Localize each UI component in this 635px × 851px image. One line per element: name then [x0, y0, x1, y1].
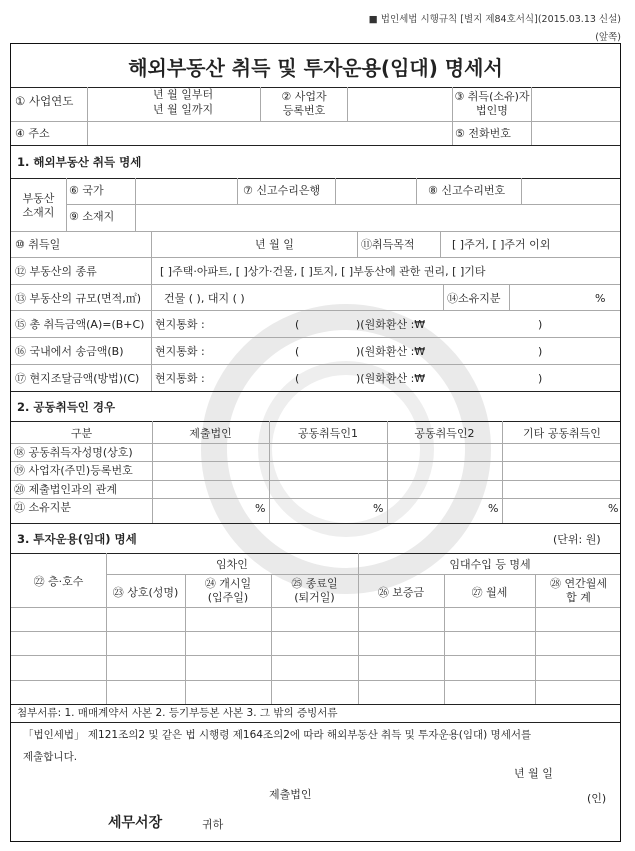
joint-row-label: ⑳ 제출법인과의 관계	[14, 483, 118, 496]
local-currency-label: 현지통화 :	[155, 318, 205, 331]
purpose-label: ⑪취득목적	[361, 238, 415, 251]
joint-row-label: ㉑ 소유지분	[14, 501, 72, 514]
floor-unit-header: ㉒ 층·호수	[33, 575, 84, 588]
joint-share-pct: %	[488, 502, 499, 515]
rental-income-header: 임대수입 등 명세	[449, 558, 531, 571]
joint-col-header: 기타 공동취득인	[523, 427, 601, 440]
page-side-label: (앞쪽)	[595, 32, 621, 43]
declaration-date[interactable]: 년 월 일	[514, 767, 553, 780]
lessee-name-header: ㉓ 상호(성명)	[112, 586, 179, 599]
seal-mark: (인)	[587, 792, 607, 805]
won-amount-label[interactable]: )(원화환산 :₩	[356, 318, 426, 331]
joint-row-label: ⑱ 공동취득자성명(상호)	[14, 446, 133, 459]
corp-name-label: ③ 취득(소유)자 법인명	[454, 90, 530, 117]
local-currency-label: 현지통화 :	[155, 345, 205, 358]
report-no-label: ⑧ 신고수리번호	[428, 184, 506, 197]
end-date-header: ㉕ 종료일 (퇴거일)	[291, 577, 338, 604]
kind-label: ⑫ 부동산의 종류	[15, 265, 97, 278]
declaration-text: 「법인세법」 제121조의2 및 같은 법 시행령 제164조의2에 따라 해외부동산 취득 및 투자운용(임대) 명세서를	[23, 729, 532, 741]
location-label: ⑨ 소재지	[69, 210, 115, 223]
declaration-text-2: 제출합니다.	[23, 751, 78, 763]
acq-date-label: ⑩ 취득일	[15, 238, 61, 251]
local-currency-label: 현지통화 :	[155, 372, 205, 385]
joint-col-header: 제출법인	[189, 427, 232, 440]
biz-reg-label: ② 사업자 등록번호	[281, 90, 327, 117]
unit-label: (단위: 원)	[553, 533, 601, 546]
joint-col-header: 공동취득인2	[414, 427, 475, 440]
share-label: ⑭소유지분	[447, 292, 501, 305]
purpose-options[interactable]: [ ]주거, [ ]주거 이외	[452, 238, 551, 251]
year-from[interactable]: 년 월 일부터	[153, 88, 214, 101]
joint-row-label: ⑲ 사업자(주민)등록번호	[14, 464, 133, 477]
local-amount-open[interactable]: (	[295, 345, 300, 358]
local-amount-open[interactable]: (	[295, 318, 300, 331]
won-amount-close: )	[538, 318, 543, 331]
size-label: ⑬ 부동산의 규모(면적,㎡)	[15, 292, 142, 305]
form-frame	[10, 43, 621, 842]
lessee-header: 임차인	[216, 558, 248, 571]
start-date-header: ㉔ 개시일 (입주일)	[204, 577, 252, 604]
joint-share-pct: %	[255, 502, 266, 515]
year-to[interactable]: 년 월 일까지	[153, 103, 214, 116]
share-pct: %	[595, 292, 606, 305]
bank-label: ⑦ 신고수리은행	[243, 184, 321, 197]
property-location-label: 부동산 소재지	[22, 192, 55, 219]
joint-share-pct: %	[608, 502, 619, 515]
watermark-inner-ring	[258, 361, 434, 537]
size-value[interactable]: 건물 ( ), 대지 ( )	[164, 292, 245, 305]
won-amount-close: )	[538, 345, 543, 358]
section2-heading: 2. 공동취득인 경우	[17, 400, 116, 414]
amount-label: ⑯ 국내에서 송금액(B)	[15, 345, 124, 358]
amount-label: ⑮ 총 취득금액(A)=(B+C)	[15, 318, 145, 331]
joint-col-header: 공동취득인1	[297, 427, 359, 440]
local-amount-open[interactable]: (	[295, 372, 300, 385]
form-reference: ■ 법인세법 시행규칙 [별지 제84호서식](2015.03.13 신설)	[368, 14, 621, 25]
section1-heading: 1. 해외부동산 취득 명세	[17, 155, 142, 169]
form-title: 해외부동산 취득 및 투자운용(임대) 명세서	[128, 56, 503, 80]
attachments-line: 첨부서류: 1. 매매계약서 사본 2. 등기부등본 사본 3. 그 밖의 증빙서류	[17, 707, 338, 719]
won-amount-label[interactable]: )(원화환산 :₩	[356, 372, 426, 385]
won-amount-label[interactable]: )(원화환산 :₩	[356, 345, 426, 358]
business-year-label: ① 사업연도	[15, 94, 74, 108]
monthly-rent-header: ㉗ 월세	[471, 586, 508, 599]
acq-date-value[interactable]: 년 월 일	[255, 238, 294, 251]
addressee-suffix: 귀하	[202, 818, 224, 831]
deposit-header: ㉖ 보증금	[377, 586, 425, 599]
won-amount-close: )	[538, 372, 543, 385]
kind-options[interactable]: [ ]주택·아파트, [ ]상가·건물, [ ]토지, [ ]부동산에 관한 권리, [ ]기타	[160, 265, 486, 278]
phone-label: ⑤ 전화번호	[455, 127, 511, 140]
submitting-corp-label: 제출법인	[269, 788, 312, 801]
joint-col-header: 구분	[70, 427, 93, 440]
country-label: ⑥ 국가	[69, 184, 104, 197]
section3-heading: 3. 투자운용(임대) 명세	[17, 532, 137, 546]
amount-label: ⑰ 현지조달금액(방법)(C)	[15, 372, 140, 385]
annual-rent-header: ㉘ 연간월세 합 계	[549, 577, 607, 604]
joint-share-pct: %	[373, 502, 384, 515]
address-label: ④ 주소	[15, 127, 50, 140]
tax-office-head: 세무서장	[108, 815, 163, 831]
